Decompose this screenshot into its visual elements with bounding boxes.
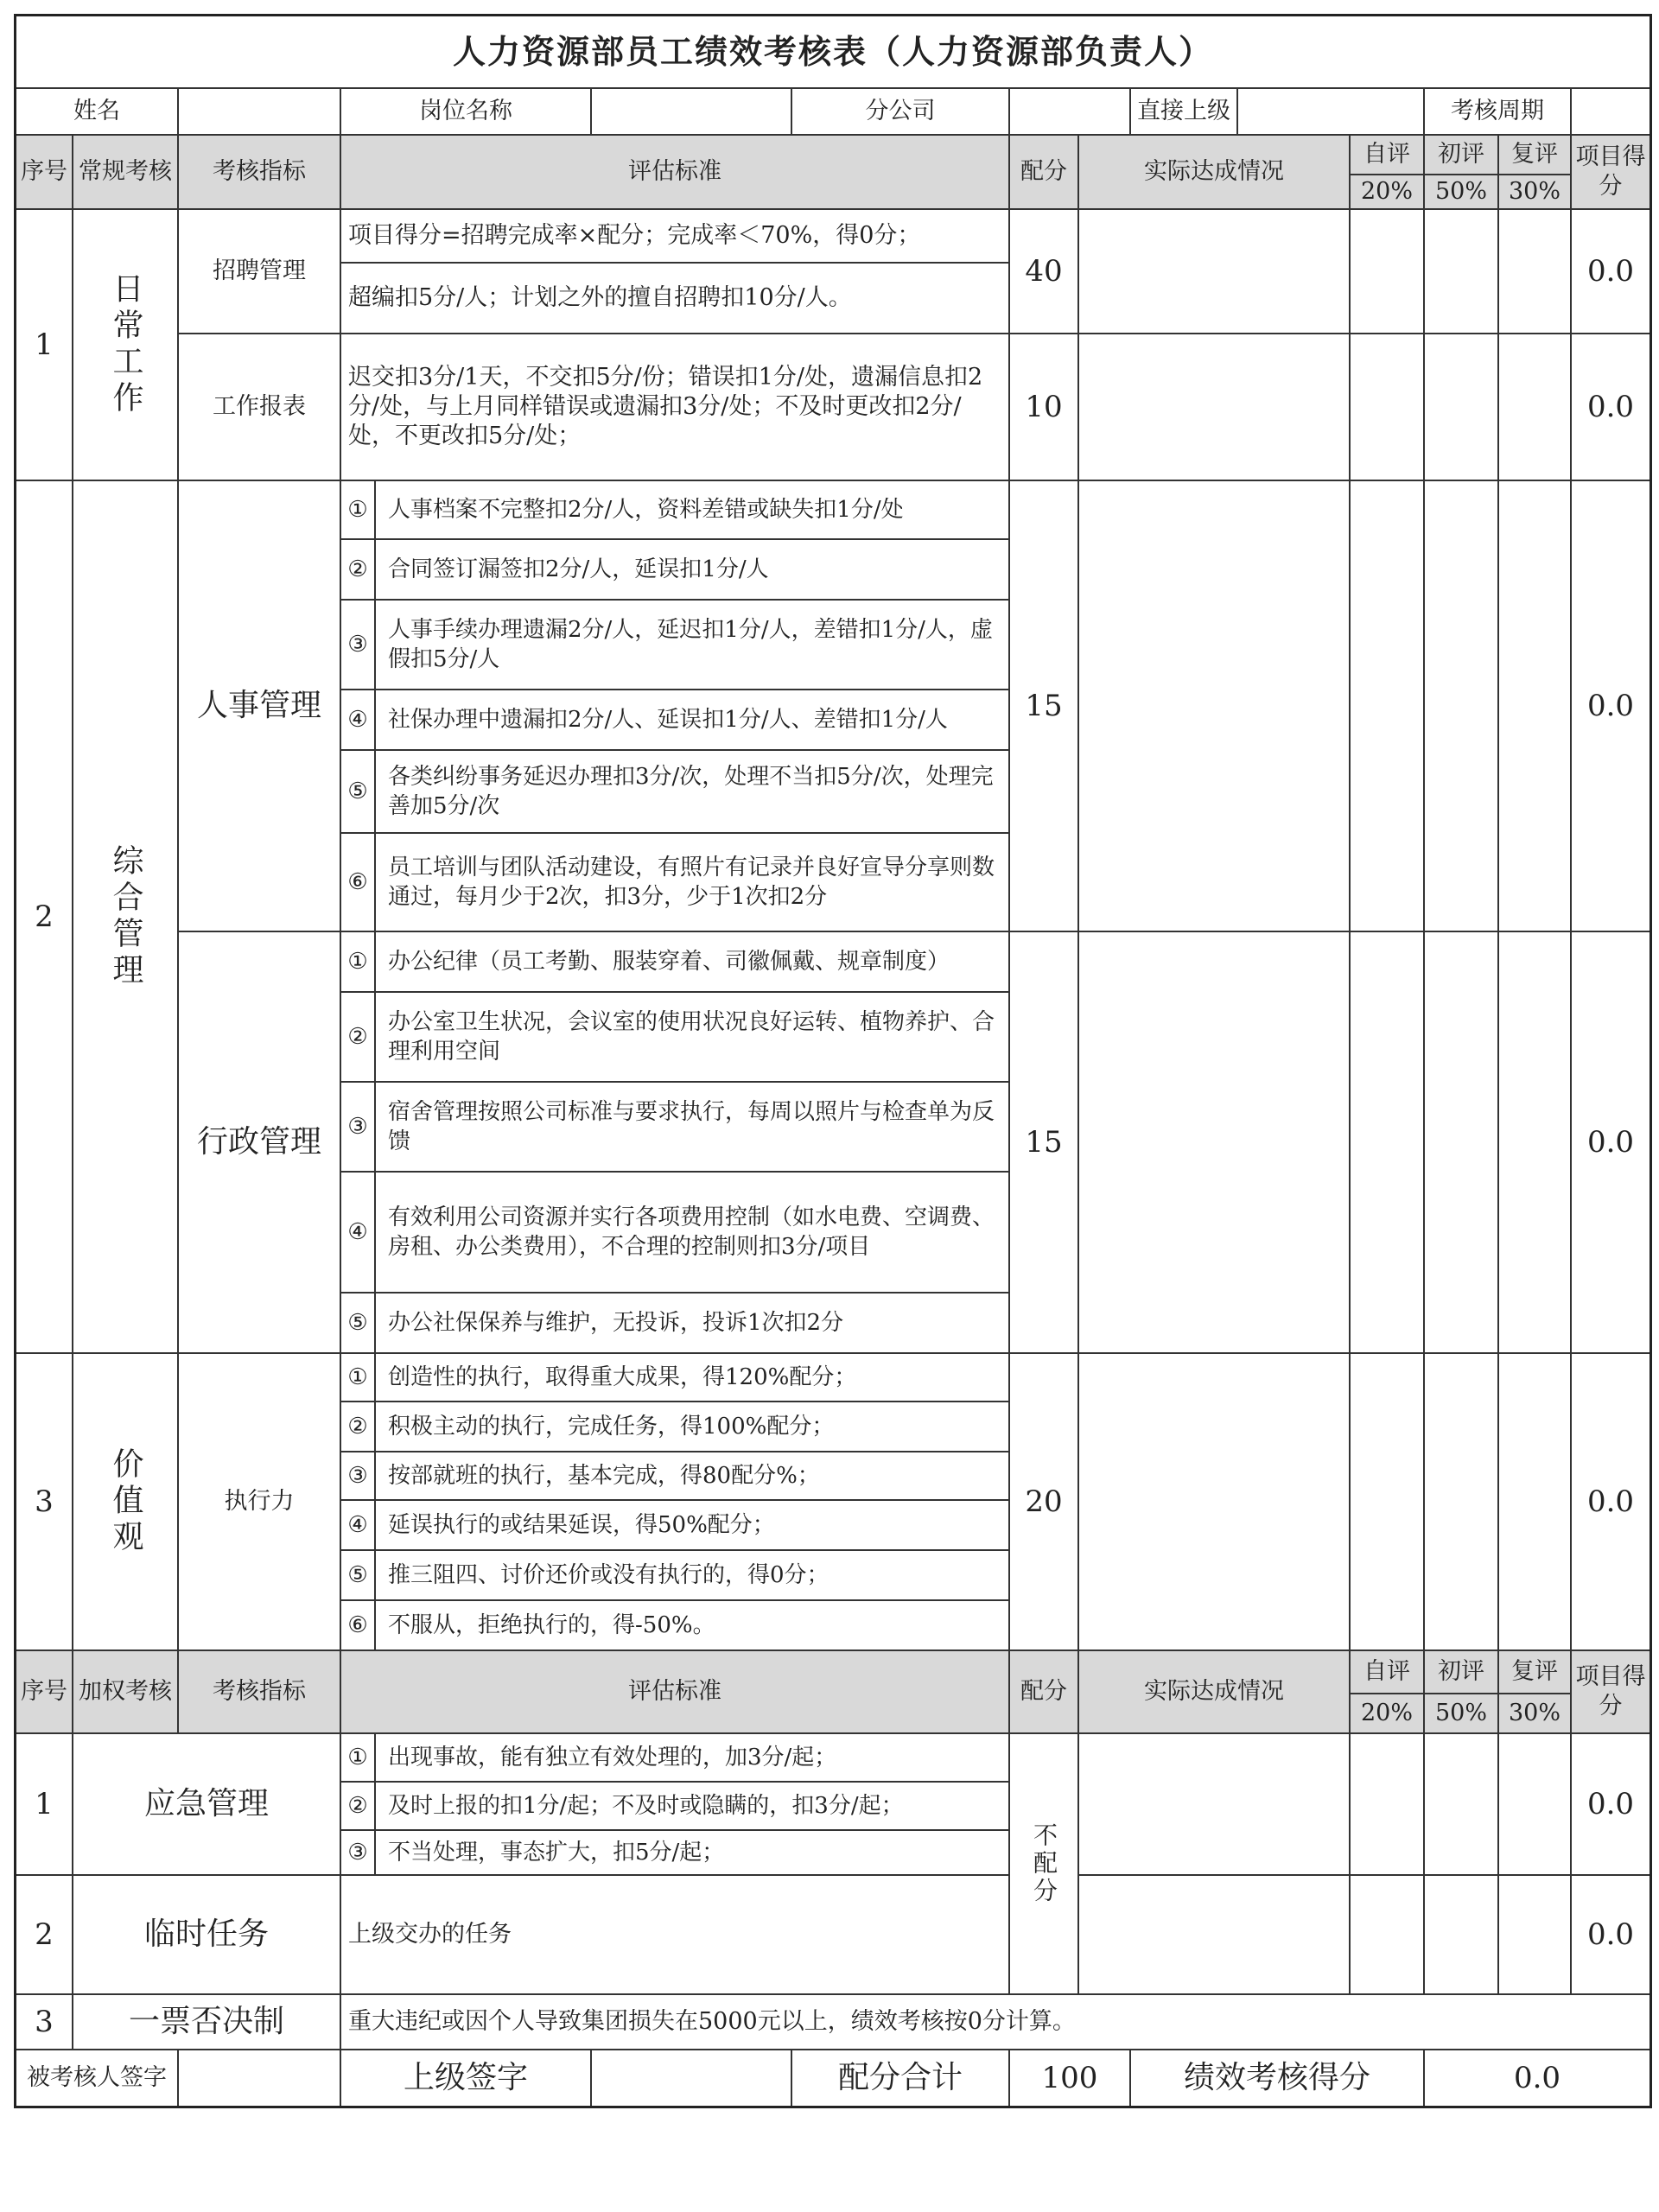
- self-eval-field[interactable]: [1351, 334, 1425, 481]
- item-score: 0.0: [1572, 1734, 1649, 1876]
- item-score: 0.0: [1572, 481, 1649, 932]
- criteria-text: 按部就班的执行，基本完成，得80配分%；: [388, 1463, 820, 1489]
- criteria-number: ④: [341, 1501, 376, 1549]
- self-eval-field[interactable]: [1351, 481, 1425, 932]
- sheet-title: 人力资源部员工绩效考核表（人力资源部负责人）: [16, 16, 1649, 89]
- supervisor-label: 直接上级: [1131, 89, 1238, 136]
- category-label: 日常工作: [108, 272, 143, 417]
- criteria-text: 办公纪律（员工考勤、服装穿着、司徽佩戴、规章制度）: [388, 949, 950, 975]
- first-eval-field[interactable]: [1425, 210, 1499, 334]
- header-weight: 配分: [1010, 136, 1079, 210]
- header-indicator: 考核指标: [179, 1651, 341, 1734]
- category-values: [73, 1354, 179, 1651]
- criteria-number: ②: [341, 1783, 376, 1829]
- criteria-row: [341, 540, 1010, 601]
- re-eval-field[interactable]: [1499, 1354, 1572, 1651]
- re-eval-field[interactable]: [1499, 481, 1572, 932]
- criteria-number: ③: [341, 1083, 376, 1171]
- header-actual: 实际达成情况: [1079, 136, 1351, 210]
- weight-value: 20: [1010, 1354, 1079, 1651]
- header-re-pct: 30%: [1499, 1694, 1572, 1734]
- criteria-row: [341, 932, 1010, 993]
- indicator-execution: 执行力: [179, 1354, 341, 1651]
- performance-sheet: [14, 14, 1652, 2108]
- re-eval-field[interactable]: [1499, 1734, 1572, 1876]
- criteria-text: 出现事故，能有独立有效处理的，加3分/起；: [388, 1745, 837, 1770]
- row-seq: 2: [16, 1876, 73, 1995]
- criteria-number: ①: [341, 1354, 376, 1401]
- criteria-text: 及时上报的扣1分/起；不及时或隐瞒的，扣3分/起；: [388, 1793, 904, 1819]
- self-eval-field[interactable]: [1351, 932, 1425, 1354]
- criteria-number: ⑤: [341, 1294, 376, 1352]
- first-eval-field[interactable]: [1425, 1354, 1499, 1651]
- period-label: 考核周期: [1425, 89, 1572, 136]
- criteria-text: 办公社保保养与维护，无投诉，投诉1次扣2分: [388, 1310, 844, 1336]
- header-self-eval: 自评: [1351, 1651, 1425, 1694]
- criteria-row: [341, 1783, 1010, 1831]
- criteria-row: [341, 1402, 1010, 1452]
- first-eval-field[interactable]: [1425, 932, 1499, 1354]
- assessee-sign-label: 被考核人签字: [16, 2050, 179, 2106]
- criteria-text: 合同签订漏签扣2分/人，延误扣1分/人: [388, 556, 769, 582]
- criteria-number: ①: [341, 481, 376, 538]
- criteria-row: [341, 1452, 1010, 1501]
- weighted-weight: [1010, 1734, 1079, 1995]
- header-actual: 实际达成情况: [1079, 1651, 1351, 1734]
- header-weight: 配分: [1010, 1651, 1079, 1734]
- category-label: 综合管理: [108, 844, 143, 989]
- re-eval-field[interactable]: [1499, 932, 1572, 1354]
- name-field[interactable]: [179, 89, 341, 136]
- indicator-veto: 一票否决制: [73, 1995, 341, 2050]
- weight-value: 15: [1010, 932, 1079, 1354]
- item-score: 0.0: [1572, 334, 1649, 481]
- header-seq: 序号: [16, 136, 73, 210]
- criteria-row: [341, 601, 1010, 690]
- actual-field[interactable]: [1079, 1354, 1351, 1651]
- actual-field[interactable]: [1079, 334, 1351, 481]
- criteria-row: [341, 1354, 1010, 1402]
- header-weighted: 加权考核: [73, 1651, 179, 1734]
- header-routine: 常规考核: [73, 136, 179, 210]
- criteria-text: 积极主动的执行，完成任务，得100%配分；: [388, 1414, 835, 1440]
- criteria-row: [341, 1501, 1010, 1551]
- criteria-text: 人事手续办理遗漏2分/人，延迟扣1分/人，差错扣1分/人，虚假扣5分/人: [388, 617, 993, 672]
- position-label: 岗位名称: [341, 89, 592, 136]
- criteria-number: ⑤: [341, 1551, 376, 1599]
- total-weight-value: 100: [1010, 2050, 1131, 2106]
- re-eval-field[interactable]: [1499, 334, 1572, 481]
- header-seq: 序号: [16, 1651, 73, 1734]
- item-score: 0.0: [1572, 210, 1649, 334]
- branch-label: 分公司: [792, 89, 1010, 136]
- criteria-row: [341, 481, 1010, 540]
- self-eval-field[interactable]: [1351, 210, 1425, 334]
- re-eval-field[interactable]: [1499, 210, 1572, 334]
- branch-field[interactable]: [1010, 89, 1131, 136]
- header-indicator: 考核指标: [179, 136, 341, 210]
- criteria-text: 有效利用公司资源并实行各项费用控制（如水电费、空调费、房租、办公类费用），不合理的控制则扣3分/项目: [388, 1205, 995, 1260]
- actual-field[interactable]: [1079, 481, 1351, 932]
- criteria-text: 各类纠纷事务延迟办理扣3分/次，处理不当扣5分/次，处理完善加5分/次: [388, 764, 994, 819]
- superior-sign-field[interactable]: [592, 2050, 792, 2106]
- period-field[interactable]: [1572, 89, 1649, 136]
- weight-value: 40: [1010, 210, 1079, 334]
- criteria-row: [341, 1734, 1010, 1783]
- criteria-row: [341, 690, 1010, 751]
- row-seq: 3: [16, 1354, 73, 1651]
- row-seq: 1: [16, 210, 73, 481]
- first-eval-field[interactable]: [1425, 481, 1499, 932]
- indicator-work-report: 工作报表: [179, 334, 341, 481]
- criteria-number: ②: [341, 993, 376, 1081]
- indicator-personnel: 人事管理: [179, 481, 341, 932]
- header-first-eval: 初评: [1425, 136, 1499, 175]
- header-criteria: 评估标准: [341, 1651, 1010, 1734]
- re-eval-field[interactable]: [1499, 1876, 1572, 1995]
- criteria-text: 员工培训与团队活动建设，有照片有记录并良好宣导分享则数通过，每月少于2次，扣3分，少于1次扣2分: [388, 855, 995, 910]
- criteria-text: 宿舍管理按照公司标准与要求执行，每周以照片与检查单为反馈: [388, 1099, 995, 1154]
- criteria-number: ③: [341, 1831, 376, 1874]
- criteria-row: [341, 751, 1010, 834]
- final-score-label: 绩效考核得分: [1131, 2050, 1425, 2106]
- header-re-eval: 复评: [1499, 1651, 1572, 1694]
- criteria-number: ②: [341, 1402, 376, 1451]
- row-seq: 2: [16, 481, 73, 1354]
- weight-value: 10: [1010, 334, 1079, 481]
- indicator-temporary-task: 临时任务: [73, 1876, 341, 1995]
- header-first-eval: 初评: [1425, 1651, 1499, 1694]
- criteria-row: [341, 1601, 1010, 1651]
- category-daily-work: [73, 210, 179, 481]
- indicator-recruitment: 招聘管理: [179, 210, 341, 334]
- criteria-row: [341, 834, 1010, 932]
- row-seq: 1: [16, 1734, 73, 1876]
- self-eval-field[interactable]: [1351, 1734, 1425, 1876]
- header-first-pct: 50%: [1425, 1694, 1499, 1734]
- criteria-text: 重大违纪或因个人导致集团损失在5000元以上，绩效考核按0分计算。: [341, 1995, 1649, 2050]
- header-first-pct: 50%: [1425, 175, 1499, 210]
- total-weight-label: 配分合计: [792, 2050, 1010, 2106]
- criteria-text: 人事档案不完整扣2分/人，资料差错或缺失扣1分/处: [388, 497, 904, 523]
- final-score-value: 0.0: [1513, 2061, 1561, 2095]
- item-score: 0.0: [1572, 1876, 1649, 1995]
- criteria-text: 上级交办的任务: [341, 1876, 1010, 1995]
- first-eval-field[interactable]: [1425, 1734, 1499, 1876]
- actual-field[interactable]: [1079, 932, 1351, 1354]
- superior-sign-label: 上级签字: [341, 2050, 592, 2106]
- criteria-number: ①: [341, 932, 376, 991]
- criteria-text: 不当处理，事态扩大，扣5分/起；: [388, 1840, 725, 1866]
- actual-field[interactable]: [1079, 1876, 1351, 1995]
- header-criteria: 评估标准: [341, 136, 1010, 210]
- criteria-number: ③: [341, 601, 376, 689]
- criteria-text: 社保办理中遗漏扣2分/人、延误扣1分/人、差错扣1分/人: [388, 707, 948, 733]
- header-re-eval: 复评: [1499, 136, 1572, 175]
- header-item-score: 项目得分: [1572, 136, 1649, 210]
- header-self-pct: 20%: [1351, 1694, 1425, 1734]
- row-seq: 3: [16, 1995, 73, 2050]
- indicator-administration: 行政管理: [179, 932, 341, 1354]
- criteria-row: [341, 1831, 1010, 1876]
- item-score: 0.0: [1572, 932, 1649, 1354]
- criteria-text: 迟交扣3分/1天，不交扣5分/份；错误扣1分/处，遗漏信息扣2分/处，与上月同样错误或遗漏扣3分/处；不及时更改扣2分/处，不更改扣5分/处；: [341, 334, 1010, 481]
- first-eval-field[interactable]: [1425, 334, 1499, 481]
- criteria-number: ②: [341, 540, 376, 599]
- criteria-text: 延误执行的或结果延误，得50%配分；: [388, 1512, 775, 1538]
- header-item-score: 项目得分: [1572, 1651, 1649, 1734]
- supervisor-field[interactable]: [1238, 89, 1425, 136]
- assessee-sign-field[interactable]: [179, 2050, 341, 2106]
- criteria-text: 超编扣5分/人；计划之外的擅自招聘扣10分/人。: [341, 264, 1010, 334]
- self-eval-field[interactable]: [1351, 1876, 1425, 1995]
- criteria-number: ①: [341, 1734, 376, 1781]
- criteria-text: 推三阻四、讨价还价或没有执行的，得0分；: [388, 1562, 830, 1588]
- actual-field[interactable]: [1079, 210, 1351, 334]
- weight-value: 15: [1010, 481, 1079, 932]
- criteria-number: ③: [341, 1452, 376, 1499]
- position-field[interactable]: [592, 89, 792, 136]
- criteria-number: ⑥: [341, 834, 376, 931]
- header-re-pct: 30%: [1499, 175, 1572, 210]
- actual-field[interactable]: [1079, 1734, 1351, 1876]
- self-eval-field[interactable]: [1351, 1354, 1425, 1651]
- criteria-text: 项目得分=招聘完成率×配分；完成率＜70%，得0分；: [341, 210, 1010, 264]
- category-general-management: [73, 481, 179, 1354]
- criteria-number: ④: [341, 690, 376, 749]
- criteria-text: 创造性的执行，取得重大成果，得120%配分；: [388, 1364, 857, 1390]
- name-label: 姓名: [16, 89, 179, 136]
- first-eval-field[interactable]: [1425, 1876, 1499, 1995]
- criteria-number: ④: [341, 1173, 376, 1292]
- criteria-row: [341, 993, 1010, 1083]
- criteria-number: ⑥: [341, 1601, 376, 1649]
- weighted-weight-label: 不配分: [1030, 1822, 1058, 1905]
- criteria-text: 不服从，拒绝执行的，得-50%。: [388, 1612, 715, 1638]
- indicator-emergency: 应急管理: [73, 1734, 341, 1876]
- item-score: 0.0: [1572, 1354, 1649, 1651]
- criteria-row: [341, 1551, 1010, 1601]
- criteria-row: [341, 1083, 1010, 1173]
- criteria-text: 办公室卫生状况，会议室的使用状况良好运转、植物养护、合理利用空间: [388, 1009, 995, 1065]
- header-self-eval: 自评: [1351, 136, 1425, 175]
- criteria-row: [341, 1173, 1010, 1294]
- criteria-row: [341, 1294, 1010, 1354]
- category-label: 价值观: [108, 1447, 143, 1556]
- criteria-number: ⑤: [341, 751, 376, 832]
- header-self-pct: 20%: [1351, 175, 1425, 210]
